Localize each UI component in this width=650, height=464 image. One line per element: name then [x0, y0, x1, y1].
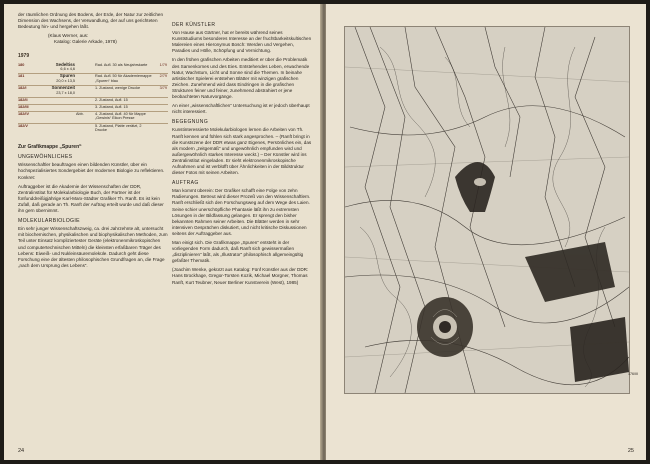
intro-text: der räumlichen Ordnung des Bodens, der Erde, der Natur zur zeitlichen Dimension des Wachsens, der Verwandlung, der auf uns gerichteten Bedeutung hin- und hergehen läßt.	[18, 12, 164, 30]
work-reference	[153, 104, 168, 111]
work-reference: 1/79	[159, 62, 167, 67]
ungewoehnliches-heading: UNGEWÖHNLICHES	[18, 154, 73, 161]
work-description: 2. Zustand, Aufl. 15	[91, 97, 153, 104]
works-row	[18, 74, 168, 86]
work-title-size	[35, 74, 76, 86]
work-title: Spuren	[59, 73, 75, 79]
left-page	[4, 4, 322, 460]
work-abb	[76, 74, 91, 86]
works-row	[18, 85, 168, 97]
quote-block	[18, 33, 168, 45]
works-table	[18, 63, 168, 135]
ungewoehnliches-paragraph-2: Auftraggeber ist die Akademie der Wissenschaften der DDR, Zentralinstitut für Molekularbiologie Buch, der Partner ist der fünfunddreißigjährige Karl-Marx-Städter Grafiker Th. Ranft. Es ist kein Zufall, daß gerade an Th. Ranft der Auftrag erteilt wurde und daß dieser ihn gern übernimmt.	[18, 183, 164, 214]
work-description: 3. Zustand, Aufl. 15	[91, 104, 153, 111]
work-abb	[76, 104, 91, 111]
begegnung-heading: BEGEGNUNG	[172, 119, 209, 126]
work-size: 23,7 x 18,0	[56, 90, 75, 95]
work-description: 5. Zustand, Platte verätzt, 2 Drucke	[91, 123, 153, 134]
work-reference: 2/79	[153, 74, 168, 86]
work-abb	[76, 85, 91, 97]
page-number-right: 25	[627, 448, 634, 454]
works-row	[18, 123, 168, 134]
work-number: 182/III	[18, 104, 35, 111]
works-year: 1979	[18, 53, 30, 60]
work-title: Sonnenzeit	[51, 84, 75, 90]
work-description: 4. Zustand, Aufl. 40 für Mappe „Gewinis“ Eikon Presse	[91, 111, 153, 123]
right-column	[172, 22, 312, 289]
molekularbiologie-paragraph: Ein sehr junger Wissenschaftszweig, ca. drei Jahrzehnte alt, untersucht mit biochemischen, physikalischen und biophysikalischen Methoden, zum Teil unter Einsatz kompliziertester Geräte (elektronenmikroskopischen und computertechnischen Mitteln) die kleinsten erfaßbaren Träger des Lebens: Eiweiß- und Nukleinsäuremoleküle. Dadurch geht diese Forschung eine der ältesten philosophischen Grundfragen an, die Frage „nach dem Ursprung des Lebens“.	[18, 226, 168, 268]
work-title-size	[35, 97, 76, 104]
work-number: 182/II	[18, 97, 35, 104]
kuenstler-heading: DER KÜNSTLER	[172, 22, 216, 28]
artwork-caption: 176/III	[628, 372, 638, 376]
works-row	[18, 104, 168, 111]
page-number-left: 24	[18, 448, 25, 454]
work-description: Rad. Aufl. 50 für Akademiemappe „Spuren“ blau	[91, 74, 153, 86]
work-size: 20,0 x 13,5	[56, 78, 75, 83]
section-title: Zur Grafikmappe „Spuren“	[18, 144, 82, 151]
work-number: 182/IV	[18, 111, 35, 123]
work-reference	[153, 123, 168, 134]
work-number: 182/I	[18, 85, 35, 97]
auftrag-paragraph-1: Man kommt überein: Der Grafiker schafft eine Folge von zehn Radierungen. Betreut wird dieser Prozeß von den Wissenschaftlern. Ranft erschließt sich den Forschungsweg auf dem Wege des Laien. Seine schier unerschöpfliche Phantasie läßt ihn zu extremsten Lösungen in der Bildfassung gelangen. Er sprengt den bisher bekannten Rahmen seiner Arbeiten. Die Blätter werden in sehr intensiven Gesprächen diskutiert, und nicht kritische Diskussionen seitens der Auftraggeber aus.	[172, 188, 311, 236]
auftrag-heading: AUFTRAG	[172, 180, 199, 187]
kuenstler-paragraph-1: Von Hause aus Gärtner, hat er bereits während seines Kunststudiums besonderes Interesse an der fruchtbarkeitskultischen Malereien eines Hieronymus Bosch: Werden und Vergehen, Paradies und Hölle, Schöpfung und Vernichtung.	[172, 30, 312, 54]
work-size: 6,6 x 4,6	[60, 67, 75, 72]
work-number: 180	[18, 62, 25, 67]
work-description: 1. Zustand, wenige Drucke	[91, 85, 153, 97]
quote-source: Katalog: Galerie Arkade, 1978)	[54, 39, 117, 45]
etching-artwork	[344, 26, 630, 394]
quote-author: (Klaus Werner, aus:	[48, 33, 89, 39]
closing-quote: (Joachim Wenke, gekürzt aus Katalog: Fünf Künstler aus der DDR: Hans Brockhage, Gregor-Torsten Kozik, Michael Morgner, Thomas Ranft, Kurt Teubner, Neuer Berliner Kunstverein (West), 1985)	[172, 267, 309, 285]
work-number: 182/V	[18, 123, 35, 134]
works-row	[18, 97, 168, 104]
work-abb: Abb.	[76, 111, 91, 123]
work-reference: 3/79	[153, 85, 168, 97]
work-description: Rad. Aufl. 30 als Neujahrskarte	[95, 62, 148, 67]
begegnung-paragraph: Kunstinteressierte Molekularbiologen lernen die Arbeiten von Th. Ranft kennen und fühlen sich stark angesprochen. – (Ranft bringt in die Kunstszene der DDR etwas ganz Eigenes, Persönliches ein, das als modern „zeitgemäß“ und ungewöhnlich empfunden wird und außergewöhnlich starkes Interesse weckt.) – Der Künstler wird ins Zentralinstitut eingeladen. Er sieht elektronenmikroskopische Aufnahmen und ist verblüfft über Ähnlichkeiten in der Bildstruktur dieser Fotos mit seinen Arbeiten.	[172, 127, 312, 176]
work-title-size	[35, 123, 76, 134]
work-abb	[76, 97, 91, 104]
work-abb	[76, 123, 91, 134]
works-row	[18, 63, 168, 74]
work-abb	[76, 63, 91, 74]
auftrag-paragraph-2: Man einigt sich. Die Grafikmappe „Spuren“ entsteht in der vorliegenden Form dadurch, daß Ranft sich gewissermaßen „disziplinieren“ läßt, als „Illustrator“ philosophisch allgemeingültig gefaßter Thematik.	[172, 240, 304, 264]
work-reference	[153, 97, 168, 104]
ungewoehnliches-paragraph-1: Wissenschaftler beauftragen einen bildenden Künstler, über ein hochspezialisiertes Sondergebiet der modernen Biologie zu reflektieren. Konkret:	[18, 162, 165, 180]
left-column	[18, 12, 168, 272]
works-row	[18, 111, 168, 123]
work-reference	[153, 111, 168, 123]
work-title-size	[35, 63, 76, 74]
etching-illustration	[345, 27, 629, 393]
right-page	[326, 4, 646, 460]
kuenstler-paragraph-2: In den frühen grafischen Arbeiten meditiert er über die Problematik des Samenkornes und des Eies. Entstehendes Leben, erwachende Natur, Wachstum, Licht und Sonne sind die Themen. In beinahe artistischer Spielerei entstehen Blätter mit winzigen grafischen Zeichen. Zunehmend wird dass Eindringen in die grafischen Strukturen feiner und feiner, zunehmend abstrahiert er jene beobachteten Naturvorgänge.	[172, 57, 310, 100]
kuenstler-paragraph-3: An einer „wissenschaftlichen“ Untersuchung ist er jedoch überhaupt nicht interessiert.	[172, 103, 310, 115]
molekularbiologie-heading: MOLEKULARBIOLOGIE	[18, 218, 80, 225]
work-title-size	[35, 85, 76, 97]
work-title: Sedeltiss	[55, 61, 75, 67]
work-number: 181	[18, 74, 35, 86]
work-title-size	[35, 104, 76, 111]
work-title-size	[35, 111, 76, 123]
